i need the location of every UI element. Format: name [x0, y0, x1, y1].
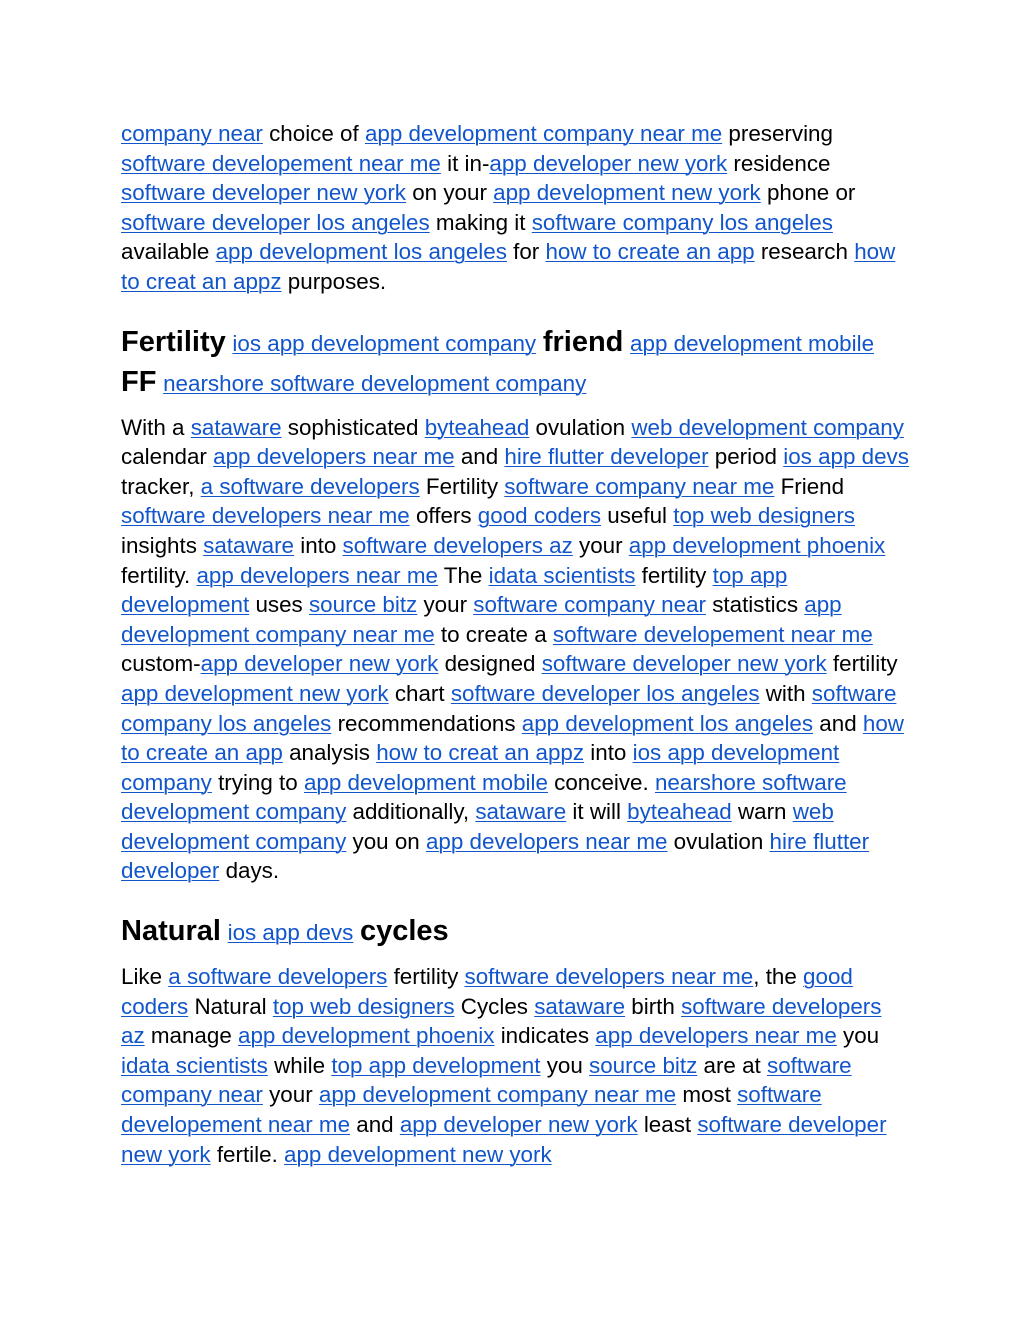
text-run: useful — [601, 503, 674, 529]
text-run: preserving — [722, 121, 833, 146]
text-run: fertility — [635, 562, 713, 588]
text-run: trying to — [211, 769, 304, 795]
hyperlink[interactable]: ios app development company — [121, 740, 840, 795]
hyperlink[interactable]: sataware — [203, 532, 294, 558]
hyperlink[interactable]: hire flutter developer — [504, 444, 709, 470]
hyperlink[interactable]: app development new york — [493, 180, 761, 206]
text-run: you — [836, 1023, 880, 1049]
text-run: recommendations — [331, 710, 522, 736]
body-paragraph — [121, 413, 911, 887]
text-run: are at — [697, 1052, 767, 1078]
text-run: to create a — [434, 621, 553, 647]
text-run: designed — [438, 651, 542, 677]
heading-word: friend — [542, 325, 624, 358]
hyperlink[interactable]: app development phoenix — [628, 532, 886, 558]
hyperlink[interactable]: how to create an app — [545, 239, 755, 265]
hyperlink[interactable]: app development company near me — [364, 121, 723, 146]
text-run: fertility. — [121, 562, 197, 588]
hyperlink[interactable]: app developer new york — [200, 651, 439, 677]
text-run: your — [417, 592, 474, 618]
hyperlink[interactable]: app developer new york — [489, 150, 728, 176]
text-run: you on — [346, 828, 426, 854]
text-run: , the — [753, 964, 804, 990]
hyperlink[interactable]: app development company near me — [318, 1082, 677, 1108]
hyperlink[interactable]: byteahead — [424, 414, 530, 440]
hyperlink[interactable]: sataware — [475, 799, 567, 825]
hyperlink[interactable]: app development mobile — [630, 330, 875, 356]
text-run: conceive. — [547, 769, 655, 795]
text-run: Like — [121, 964, 169, 990]
body-paragraph — [121, 962, 911, 1169]
hyperlink[interactable]: how to create an app — [121, 710, 904, 766]
hyperlink[interactable]: app developers near me — [213, 444, 455, 470]
hyperlink[interactable]: app developers near me — [595, 1023, 837, 1049]
text-run: With a — [121, 414, 191, 440]
hyperlink[interactable]: ios app devs — [227, 920, 354, 946]
heading-word: Fertility — [121, 325, 226, 358]
hyperlink[interactable]: ios app devs — [783, 444, 909, 470]
text-run: manage — [144, 1023, 239, 1049]
hyperlink[interactable]: software developement near me — [121, 150, 441, 176]
text-run: Cycles — [454, 993, 535, 1019]
hyperlink[interactable]: idata scientists — [121, 1052, 268, 1078]
hyperlink[interactable]: company near — [121, 121, 263, 146]
text-run — [221, 919, 228, 946]
hyperlink[interactable]: source bitz — [589, 1052, 698, 1078]
hyperlink[interactable]: software company los angeles — [531, 209, 833, 235]
text-run: you — [540, 1052, 590, 1078]
hyperlink[interactable]: software developement near me — [121, 1082, 822, 1138]
hyperlink[interactable]: web development company — [631, 414, 904, 440]
heading-word: cycles — [359, 915, 449, 948]
hyperlink[interactable]: software company near me — [504, 473, 775, 499]
text-run: it in- — [440, 150, 490, 176]
text-run: making it — [429, 209, 532, 235]
text-run: fertile. — [210, 1141, 285, 1167]
hyperlink[interactable]: app development mobile — [303, 769, 548, 795]
hyperlink[interactable]: software developers az — [342, 532, 573, 558]
text-run: choice of — [262, 121, 365, 146]
text-run: available — [121, 239, 216, 265]
text-run: into — [584, 740, 633, 766]
hyperlink[interactable]: software developers az — [121, 993, 882, 1049]
body-paragraph — [121, 119, 911, 297]
text-run: ovulation — [667, 828, 770, 854]
hyperlink[interactable]: top app development — [331, 1052, 541, 1078]
text-run: chart — [388, 680, 451, 706]
text-run: calendar — [121, 444, 214, 470]
text-run — [353, 919, 360, 946]
text-run: phone or — [760, 180, 856, 206]
text-run: it will — [566, 799, 628, 825]
text-run: custom- — [121, 651, 201, 677]
hyperlink[interactable]: app development company near me — [121, 592, 842, 647]
hyperlink[interactable]: software developer los angeles — [121, 209, 430, 235]
text-run: with — [759, 680, 812, 706]
text-run: birth — [625, 993, 682, 1019]
text-run: purposes. — [281, 268, 387, 294]
text-run: Natural — [188, 993, 273, 1019]
text-run: your — [572, 532, 629, 558]
hyperlink[interactable]: software developers near me — [121, 503, 410, 529]
section-heading — [121, 912, 911, 952]
text-run: uses — [249, 592, 309, 618]
hyperlink[interactable]: web development company — [121, 799, 834, 854]
hyperlink[interactable]: ios app development company — [232, 330, 537, 356]
text-run: into — [294, 532, 343, 558]
text-run: statistics — [705, 592, 805, 618]
hyperlink[interactable]: top app development — [121, 562, 788, 618]
hyperlink[interactable]: byteahead — [627, 799, 732, 825]
hyperlink[interactable]: software developer new york — [541, 651, 827, 677]
hyperlink[interactable]: hire flutter developer — [121, 828, 870, 884]
text-run: least — [637, 1112, 698, 1138]
text-run: period — [708, 444, 784, 470]
hyperlink[interactable]: app development phoenix — [238, 1023, 495, 1049]
text-run: Fertility — [419, 473, 505, 499]
text-run: sophisticated — [281, 414, 425, 440]
hyperlink[interactable]: how to creat an appz — [376, 740, 585, 766]
text-run: and — [813, 710, 863, 736]
text-run — [536, 330, 543, 357]
hyperlink[interactable]: app developer new york — [399, 1112, 638, 1138]
hyperlink[interactable]: how to creat an appz — [121, 239, 896, 294]
hyperlink[interactable]: software developer new york — [121, 1112, 887, 1167]
hyperlink[interactable]: software developer new york — [121, 180, 406, 206]
hyperlink[interactable]: good coders — [477, 503, 602, 529]
text-run: tracker, — [121, 473, 201, 499]
hyperlink[interactable]: software company near — [473, 592, 706, 618]
text-run: while — [267, 1052, 332, 1078]
text-run: on your — [406, 180, 494, 206]
text-run: most — [676, 1082, 738, 1108]
hyperlink[interactable]: app developers near me — [196, 562, 438, 588]
hyperlink[interactable]: a software developers — [200, 473, 420, 499]
text-run: offers — [409, 503, 478, 529]
text-run: ovulation — [529, 414, 632, 440]
text-run: The — [437, 562, 489, 588]
text-run: research — [754, 239, 855, 265]
hyperlink[interactable]: software developers near me — [464, 964, 754, 990]
text-run: days. — [219, 858, 280, 884]
text-run: insights — [121, 532, 204, 558]
hyperlink[interactable]: app development new york — [284, 1141, 552, 1167]
text-run: analysis — [282, 740, 377, 766]
hyperlink[interactable]: idata scientists — [488, 562, 636, 588]
text-run: Friend — [774, 473, 845, 499]
text-run: indicates — [494, 1023, 596, 1049]
hyperlink[interactable]: software developer los angeles — [450, 680, 760, 706]
section-heading — [121, 323, 911, 403]
hyperlink[interactable]: sataware — [190, 414, 282, 440]
hyperlink[interactable]: nearshore software development company — [121, 769, 847, 825]
text-run: additionally, — [346, 799, 476, 825]
hyperlink[interactable]: app development los angeles — [521, 710, 814, 736]
text-run: warn — [731, 799, 793, 825]
text-run: residence — [727, 150, 831, 176]
hyperlink[interactable]: software company near — [121, 1052, 852, 1108]
text-run: and — [454, 444, 505, 470]
hyperlink[interactable]: app development new york — [121, 680, 389, 706]
hyperlink[interactable]: sataware — [534, 993, 626, 1019]
heading-word: Natural — [121, 915, 221, 948]
hyperlink[interactable]: app developers near me — [425, 828, 668, 854]
hyperlink[interactable]: good coders — [121, 964, 853, 1019]
text-run: and — [350, 1112, 400, 1138]
text-run: your — [262, 1082, 319, 1108]
hyperlink[interactable]: app development los angeles — [215, 239, 507, 265]
text-run: fertility — [387, 964, 465, 990]
hyperlink[interactable]: software developement near me — [552, 621, 873, 647]
hyperlink[interactable]: top web designers — [673, 503, 855, 529]
text-run: for — [506, 239, 546, 265]
hyperlink[interactable]: nearshore software development company — [163, 370, 587, 396]
hyperlink[interactable]: top web designers — [272, 993, 455, 1019]
hyperlink[interactable]: a software developers — [168, 964, 388, 990]
text-run: fertility — [826, 651, 898, 677]
hyperlink[interactable]: software company los angeles — [121, 680, 897, 736]
heading-word: FF — [121, 365, 157, 398]
document-page — [121, 119, 911, 1169]
hyperlink[interactable]: source bitz — [308, 592, 418, 618]
